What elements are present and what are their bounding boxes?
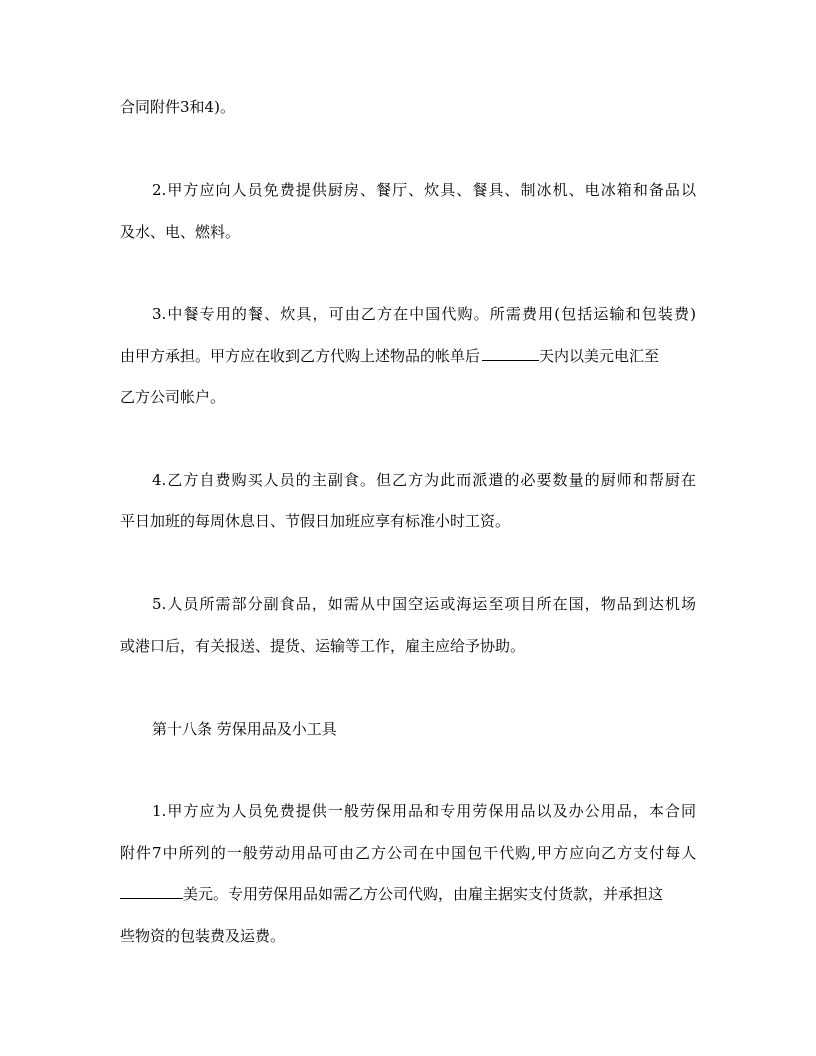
paragraph-2-line-2: 及水、电、燃料。: [120, 223, 241, 241]
fill-in-blank-amount: [120, 884, 183, 899]
fill-in-blank-days: [482, 346, 539, 361]
paragraph-continuation: 合同附件3和4)。: [120, 98, 235, 116]
paragraph-3-line-2: [120, 346, 696, 366]
paragraph-18-1-line-3-text: 美元。专用劳保用品如需乙方公司代购，由雇主据实支付货款，并承担这: [183, 885, 664, 903]
paragraph-3-line-2-text-before: 由甲方承担。甲方应在收到乙方代购上述物品的帐单后: [120, 347, 481, 365]
paragraph-18-1-line-2: 附件7中所列的一般劳动用品可由乙方公司在中国包干代购,甲方应向乙方支付每人: [120, 844, 696, 862]
section-heading-18: 第十八条 劳保用品及小工具: [152, 720, 337, 738]
paragraph-18-1-line-4: 些物资的包装费及运费。: [120, 927, 286, 945]
paragraph-4-line-2: 平日加班的每周休息日、节假日加班应享有标准小时工资。: [120, 512, 511, 530]
paragraph-18-1-line-3: [120, 884, 696, 904]
paragraph-3-line-3: 乙方公司帐户。: [120, 388, 226, 406]
paragraph-18-1-line-1: 1.甲方应为人员免费提供一般劳保用品和专用劳保用品以及办公用品，本合同: [152, 802, 696, 820]
paragraph-3-line-2-text-after: 天内以美元电汇至: [539, 347, 660, 365]
paragraph-3-line-1: 3.中餐专用的餐、炊具，可由乙方在中国代购。所需费用(包括运输和包装费): [152, 305, 696, 323]
paragraph-5-line-1: 5.人员所需部分副食品，如需从中国空运或海运至项目所在国，物品到达机场: [152, 595, 696, 613]
paragraph-4-line-1: 4.乙方自费购买人员的主副食。但乙方为此而派遣的必要数量的厨师和帮厨在: [152, 471, 696, 489]
paragraph-2-line-1: 2.甲方应向人员免费提供厨房、餐厅、炊具、餐具、制冰机、电冰箱和备品以: [152, 181, 696, 199]
paragraph-5-line-2: 或港口后，有关报送、提货、运输等工作，雇主应给予协助。: [120, 637, 526, 655]
